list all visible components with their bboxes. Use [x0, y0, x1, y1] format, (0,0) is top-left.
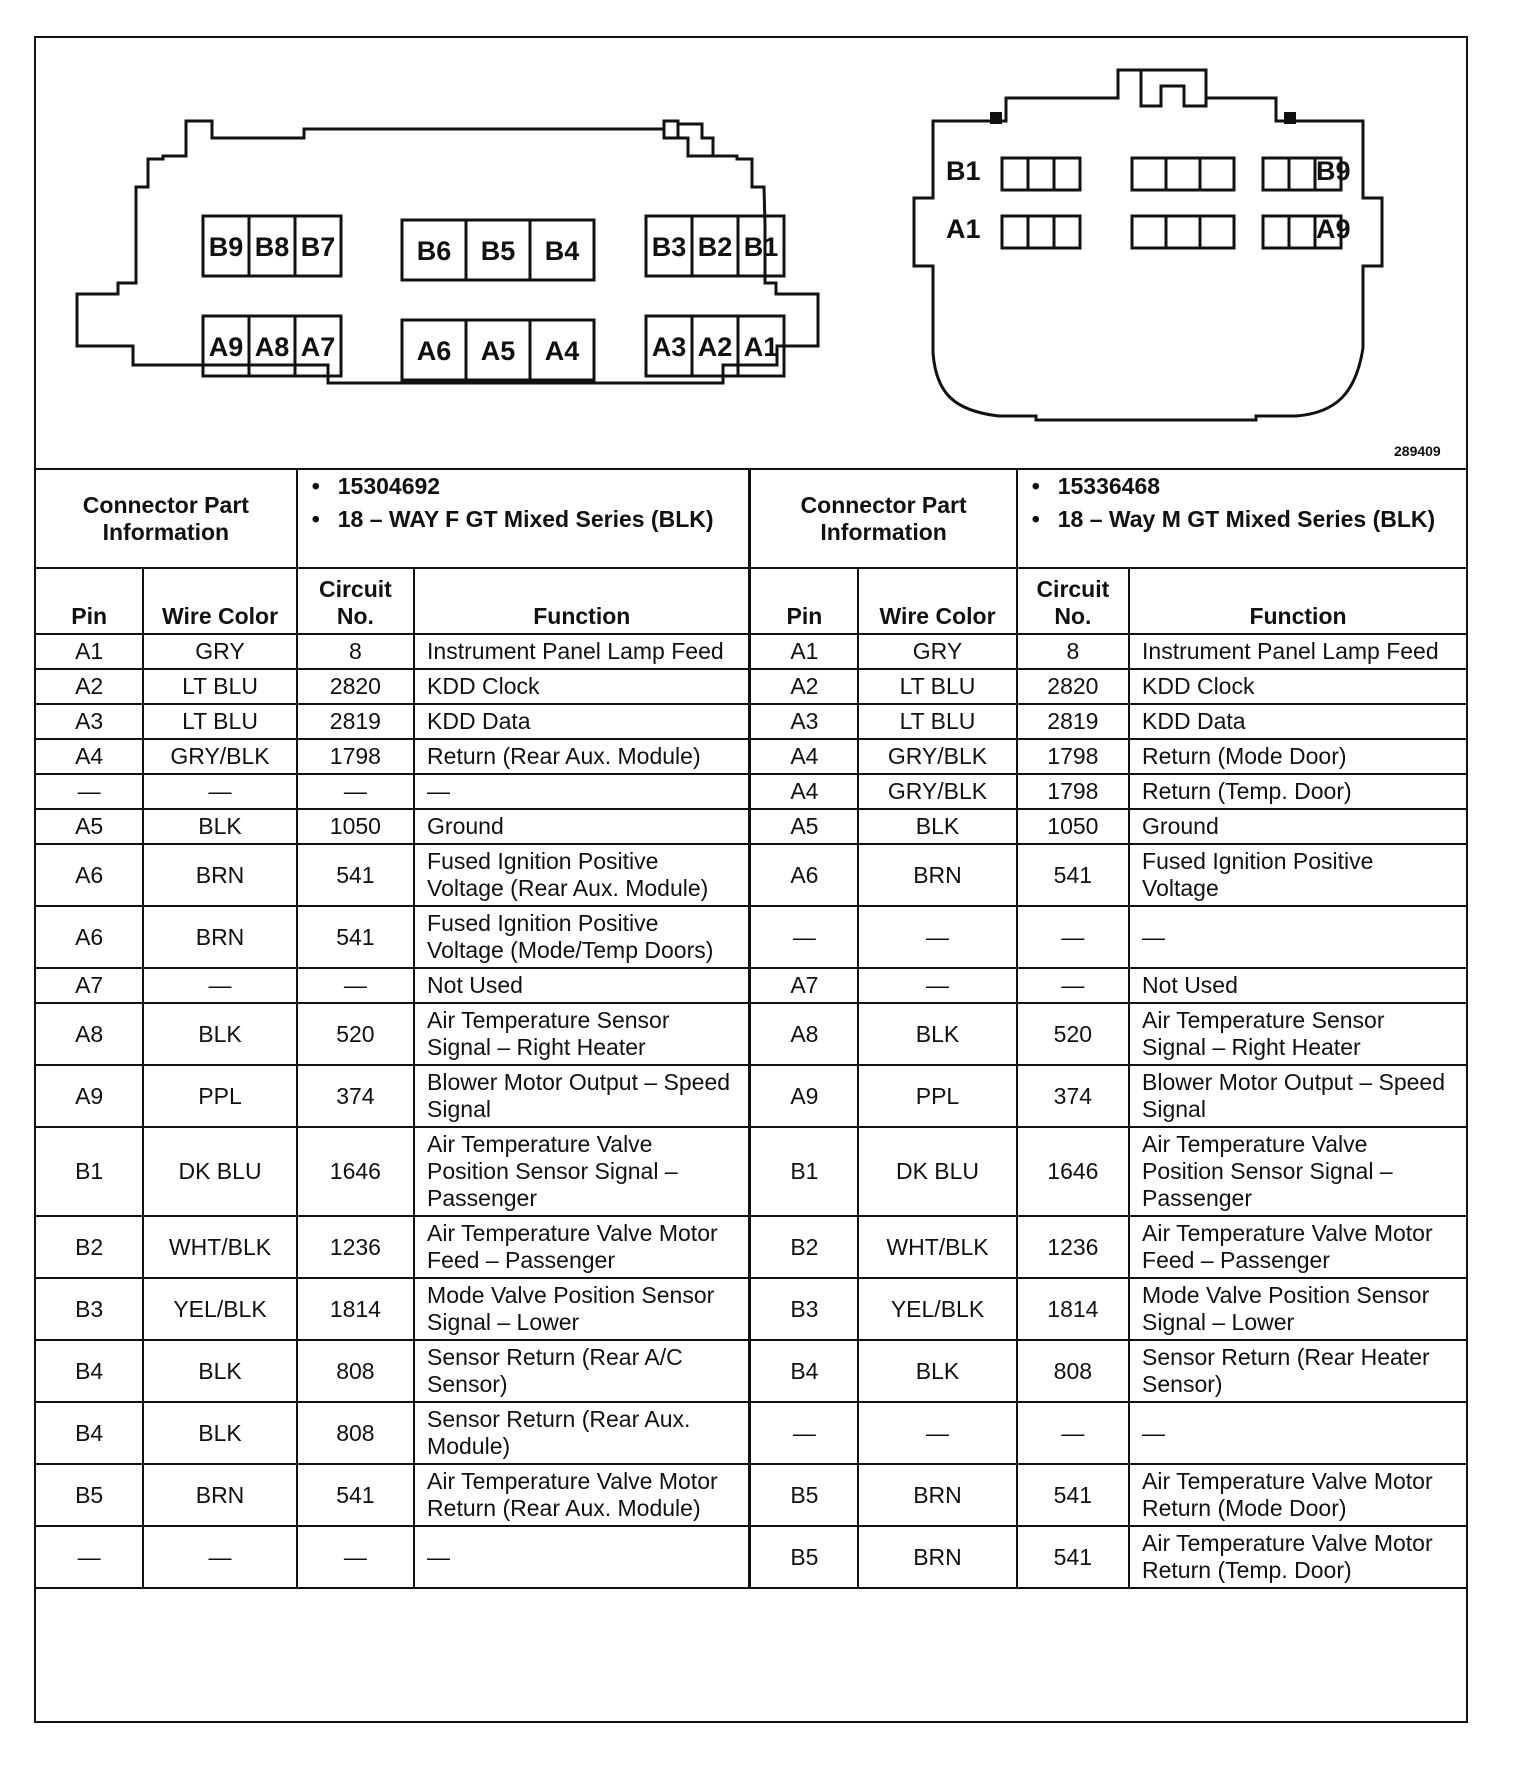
right-pin-cell: A6 — [750, 844, 858, 906]
right-pin-cell: — — [750, 1402, 858, 1464]
pinout-rows — [35, 634, 1467, 1588]
table-row — [35, 809, 1467, 844]
left-circuit-cell: 8 — [297, 634, 414, 669]
left-function-cell: Blower Motor Output – Speed Signal — [414, 1065, 750, 1127]
right-function-cell: Return (Temp. Door) — [1129, 774, 1467, 809]
table-row — [35, 844, 1467, 906]
header-right-function: Function — [1129, 568, 1467, 634]
left-wire-color-cell: BRN — [143, 1464, 296, 1526]
connector-info-row — [35, 469, 1467, 568]
left-pin-cell: B4 — [35, 1340, 143, 1402]
table-row — [35, 968, 1467, 1003]
left-circuit-cell: — — [297, 774, 414, 809]
header-left-circuit: Circuit No. — [297, 568, 414, 634]
left-circuit-cell: 1050 — [297, 809, 414, 844]
left-wire-color-cell: BRN — [143, 844, 296, 906]
left-function-cell: Sensor Return (Rear Aux. Module) — [414, 1402, 750, 1464]
right-pin-cell: A1 — [750, 634, 858, 669]
male-label-a9: A9 — [1316, 214, 1351, 244]
left-circuit-cell: — — [297, 1526, 414, 1588]
right-wire-color-cell: — — [858, 1402, 1016, 1464]
male-cavity — [1028, 158, 1054, 190]
male-connector-outline — [914, 70, 1382, 420]
male-cavity — [1289, 158, 1315, 190]
right-function-cell: Instrument Panel Lamp Feed — [1129, 634, 1467, 669]
right-function-cell: Mode Valve Position Sensor Signal – Lower — [1129, 1278, 1467, 1340]
left-wire-color-cell: BLK — [143, 809, 296, 844]
female-pin-b7-label: B7 — [300, 232, 336, 262]
connector-drawings — [36, 38, 1466, 468]
right-function-cell: Air Temperature Valve Position Sensor Signal – Passenger — [1129, 1127, 1467, 1216]
male-cavity — [1054, 158, 1080, 190]
right-pin-cell: B5 — [750, 1526, 858, 1588]
right-wire-color-cell: GRY — [858, 634, 1016, 669]
left-pin-cell: A2 — [35, 669, 143, 704]
right-circuit-cell: 1798 — [1017, 739, 1129, 774]
male-cavity — [1200, 158, 1234, 190]
male-cavity — [1132, 158, 1166, 190]
right-info-label: Connector Part Information — [750, 469, 1017, 568]
table-row — [35, 1065, 1467, 1127]
right-pin-cell: B4 — [750, 1340, 858, 1402]
right-function-cell: Air Temperature Valve Motor Return (Mode Door) — [1129, 1464, 1467, 1526]
left-circuit-cell: 808 — [297, 1402, 414, 1464]
right-circuit-cell: 1814 — [1017, 1278, 1129, 1340]
female-pin-a7-label: A7 — [300, 332, 336, 362]
left-wire-color-cell: — — [143, 1526, 296, 1588]
female-pin-a5-label: A5 — [480, 336, 516, 366]
left-function-cell: Ground — [414, 809, 750, 844]
male-cavity — [1028, 216, 1054, 248]
female-pin-grid — [203, 216, 784, 380]
left-circuit-cell: 1236 — [297, 1216, 414, 1278]
right-wire-color-cell: — — [858, 968, 1016, 1003]
male-cavity — [1289, 216, 1315, 248]
table-row — [35, 1003, 1467, 1065]
left-function-cell: — — [414, 774, 750, 809]
table-row — [35, 774, 1467, 809]
female-pin-a2-label: A2 — [697, 332, 733, 362]
right-pin-cell: A4 — [750, 774, 858, 809]
left-info-part-number: • 15304692 — [311, 473, 441, 499]
figure-number: 289409 — [1394, 443, 1441, 459]
male-cavity — [1263, 216, 1289, 248]
male-key-right — [1284, 112, 1296, 124]
table-row — [35, 669, 1467, 704]
left-function-cell: Mode Valve Position Sensor Signal – Lower — [414, 1278, 750, 1340]
header-right-pin: Pin — [750, 568, 858, 634]
right-function-cell: — — [1129, 1402, 1467, 1464]
male-cavity — [1002, 216, 1028, 248]
header-right-circuit: Circuit No. — [1017, 568, 1129, 634]
female-pin-a8-label: A8 — [254, 332, 290, 362]
right-circuit-cell: 2819 — [1017, 704, 1129, 739]
left-wire-color-cell: YEL/BLK — [143, 1278, 296, 1340]
right-wire-color-cell: LT BLU — [858, 704, 1016, 739]
male-cavity — [1166, 158, 1200, 190]
right-function-cell: Air Temperature Valve Motor Feed – Passenger — [1129, 1216, 1467, 1278]
left-pin-cell: A4 — [35, 739, 143, 774]
header-left-pin: Pin — [35, 568, 143, 634]
left-wire-color-cell: WHT/BLK — [143, 1216, 296, 1278]
left-function-cell: Fused Ignition Positive Voltage (Rear Aux. Module) — [414, 844, 750, 906]
female-pin-a3-label: A3 — [651, 332, 687, 362]
left-function-cell: Air Temperature Sensor Signal – Right Heater — [414, 1003, 750, 1065]
left-circuit-cell: 520 — [297, 1003, 414, 1065]
male-label-b9: B9 — [1316, 156, 1351, 186]
pinout-table — [34, 468, 1468, 1589]
female-pin-b6-label: B6 — [416, 236, 452, 266]
right-circuit-cell: 541 — [1017, 844, 1129, 906]
right-pin-cell: B3 — [750, 1278, 858, 1340]
left-wire-color-cell: DK BLU — [143, 1127, 296, 1216]
left-info-list — [297, 469, 750, 568]
left-circuit-cell: 541 — [297, 844, 414, 906]
right-pin-cell: A4 — [750, 739, 858, 774]
right-wire-color-cell: BRN — [858, 844, 1016, 906]
left-function-cell: Sensor Return (Rear A/C Sensor) — [414, 1340, 750, 1402]
male-cavity — [1263, 158, 1289, 190]
left-info-description: • 18 – WAY F GT Mixed Series (BLK) — [311, 506, 714, 532]
right-pin-cell: A5 — [750, 809, 858, 844]
connector-sheet — [34, 36, 1468, 1723]
right-circuit-cell: 541 — [1017, 1526, 1129, 1588]
left-pin-cell: B2 — [35, 1216, 143, 1278]
header-left-wire-color: Wire Color — [143, 568, 296, 634]
left-circuit-cell: 2819 — [297, 704, 414, 739]
female-pin-b4-label: B4 — [544, 236, 580, 266]
table-row — [35, 1278, 1467, 1340]
right-pin-cell: A9 — [750, 1065, 858, 1127]
right-circuit-cell: 1646 — [1017, 1127, 1129, 1216]
left-wire-color-cell: GRY — [143, 634, 296, 669]
right-function-cell: Sensor Return (Rear Heater Sensor) — [1129, 1340, 1467, 1402]
table-row — [35, 1127, 1467, 1216]
male-cavity-grid — [1002, 158, 1341, 248]
right-pin-cell: A8 — [750, 1003, 858, 1065]
table-row — [35, 634, 1467, 669]
left-circuit-cell: 1814 — [297, 1278, 414, 1340]
right-wire-color-cell: — — [858, 906, 1016, 968]
right-circuit-cell: 1798 — [1017, 774, 1129, 809]
right-wire-color-cell: PPL — [858, 1065, 1016, 1127]
left-circuit-cell: 374 — [297, 1065, 414, 1127]
table-row — [35, 1402, 1467, 1464]
right-function-cell: KDD Data — [1129, 704, 1467, 739]
right-function-cell: Air Temperature Sensor Signal – Right Heater — [1129, 1003, 1467, 1065]
right-circuit-cell: 808 — [1017, 1340, 1129, 1402]
table-row — [35, 1340, 1467, 1402]
right-info-description: • 18 – Way M GT Mixed Series (BLK) — [1031, 506, 1436, 532]
female-pin-a1-label: A1 — [743, 332, 779, 362]
left-pin-cell: A6 — [35, 906, 143, 968]
left-pin-cell: A7 — [35, 968, 143, 1003]
male-cavity — [1002, 158, 1028, 190]
right-wire-color-cell: BLK — [858, 809, 1016, 844]
left-wire-color-cell: BLK — [143, 1003, 296, 1065]
table-row — [35, 1526, 1467, 1588]
right-pin-cell: — — [750, 906, 858, 968]
left-wire-color-cell: LT BLU — [143, 669, 296, 704]
table-row — [35, 739, 1467, 774]
right-circuit-cell: — — [1017, 906, 1129, 968]
female-pin-b8-label: B8 — [254, 232, 290, 262]
table-row — [35, 1464, 1467, 1526]
male-label-b1: B1 — [946, 156, 981, 186]
left-pin-cell: — — [35, 774, 143, 809]
left-circuit-cell: 541 — [297, 906, 414, 968]
right-circuit-cell: — — [1017, 1402, 1129, 1464]
female-pin-a4-label: A4 — [544, 336, 580, 366]
female-pin-b2-label: B2 — [697, 232, 733, 262]
left-function-cell: Air Temperature Valve Motor Feed – Passenger — [414, 1216, 750, 1278]
left-pin-cell: A1 — [35, 634, 143, 669]
right-wire-color-cell: GRY/BLK — [858, 774, 1016, 809]
left-wire-color-cell: PPL — [143, 1065, 296, 1127]
left-pin-cell: B4 — [35, 1402, 143, 1464]
left-function-cell: KDD Data — [414, 704, 750, 739]
left-info-label: Connector Part Information — [35, 469, 297, 568]
male-cavity — [1166, 216, 1200, 248]
left-function-cell: KDD Clock — [414, 669, 750, 704]
right-circuit-cell: 374 — [1017, 1065, 1129, 1127]
right-info-part-number: • 15336468 — [1031, 473, 1161, 499]
male-label-a1: A1 — [946, 214, 981, 244]
left-circuit-cell: 1798 — [297, 739, 414, 774]
left-pin-cell: A9 — [35, 1065, 143, 1127]
right-pin-cell: B1 — [750, 1127, 858, 1216]
header-right-wire-color: Wire Color — [858, 568, 1016, 634]
left-wire-color-cell: GRY/BLK — [143, 739, 296, 774]
female-pin-b1-label: B1 — [743, 232, 779, 262]
right-pin-cell: A7 — [750, 968, 858, 1003]
left-wire-color-cell: LT BLU — [143, 704, 296, 739]
right-circuit-cell: 541 — [1017, 1464, 1129, 1526]
male-key-left — [990, 112, 1002, 124]
male-cavity — [1054, 216, 1080, 248]
left-function-cell: — — [414, 1526, 750, 1588]
right-pin-cell: B5 — [750, 1464, 858, 1526]
right-circuit-cell: 2820 — [1017, 669, 1129, 704]
right-function-cell: Fused Ignition Positive Voltage — [1129, 844, 1467, 906]
female-pin-b5-label: B5 — [480, 236, 516, 266]
right-pin-cell: A2 — [750, 669, 858, 704]
right-function-cell: — — [1129, 906, 1467, 968]
female-pin-a6-label: A6 — [416, 336, 452, 366]
right-wire-color-cell: BLK — [858, 1003, 1016, 1065]
right-function-cell: Blower Motor Output – Speed Signal — [1129, 1065, 1467, 1127]
right-wire-color-cell: BRN — [858, 1526, 1016, 1588]
right-function-cell: Return (Mode Door) — [1129, 739, 1467, 774]
left-circuit-cell: 1646 — [297, 1127, 414, 1216]
table-row — [35, 704, 1467, 739]
female-pin-b9-label: B9 — [208, 232, 244, 262]
right-pin-cell: B2 — [750, 1216, 858, 1278]
left-circuit-cell: — — [297, 968, 414, 1003]
left-circuit-cell: 2820 — [297, 669, 414, 704]
right-function-cell: Air Temperature Valve Motor Return (Temp. Door) — [1129, 1526, 1467, 1588]
male-connector-latch — [1141, 70, 1206, 106]
left-function-cell: Instrument Panel Lamp Feed — [414, 634, 750, 669]
left-pin-cell: A8 — [35, 1003, 143, 1065]
male-cavity — [1132, 216, 1166, 248]
left-wire-color-cell: BRN — [143, 906, 296, 968]
right-wire-color-cell: WHT/BLK — [858, 1216, 1016, 1278]
left-circuit-cell: 541 — [297, 1464, 414, 1526]
right-wire-color-cell: GRY/BLK — [858, 739, 1016, 774]
right-circuit-cell: 8 — [1017, 634, 1129, 669]
left-function-cell: Not Used — [414, 968, 750, 1003]
left-pin-cell: A5 — [35, 809, 143, 844]
table-row — [35, 906, 1467, 968]
left-pin-cell: — — [35, 1526, 143, 1588]
connector-diagram — [36, 38, 1466, 468]
right-function-cell: Not Used — [1129, 968, 1467, 1003]
left-wire-color-cell: — — [143, 774, 296, 809]
right-circuit-cell: — — [1017, 968, 1129, 1003]
right-circuit-cell: 520 — [1017, 1003, 1129, 1065]
right-wire-color-cell: LT BLU — [858, 669, 1016, 704]
left-pin-cell: B1 — [35, 1127, 143, 1216]
right-circuit-cell: 1236 — [1017, 1216, 1129, 1278]
right-info-list — [1017, 469, 1467, 568]
column-header-row — [35, 568, 1467, 634]
left-function-cell: Return (Rear Aux. Module) — [414, 739, 750, 774]
left-function-cell: Fused Ignition Positive Voltage (Mode/Temp Doors) — [414, 906, 750, 968]
table-row — [35, 1216, 1467, 1278]
left-function-cell: Air Temperature Valve Position Sensor Signal – Passenger — [414, 1127, 750, 1216]
right-function-cell: Ground — [1129, 809, 1467, 844]
right-pin-cell: A3 — [750, 704, 858, 739]
header-left-function: Function — [414, 568, 750, 634]
right-wire-color-cell: DK BLU — [858, 1127, 1016, 1216]
left-pin-cell: A3 — [35, 704, 143, 739]
right-wire-color-cell: YEL/BLK — [858, 1278, 1016, 1340]
left-circuit-cell: 808 — [297, 1340, 414, 1402]
left-pin-cell: A6 — [35, 844, 143, 906]
right-circuit-cell: 1050 — [1017, 809, 1129, 844]
left-function-cell: Air Temperature Valve Motor Return (Rear Aux. Module) — [414, 1464, 750, 1526]
female-pin-a9-label: A9 — [208, 332, 244, 362]
left-wire-color-cell: — — [143, 968, 296, 1003]
left-wire-color-cell: BLK — [143, 1340, 296, 1402]
male-cavity — [1200, 216, 1234, 248]
right-function-cell: KDD Clock — [1129, 669, 1467, 704]
left-pin-cell: B3 — [35, 1278, 143, 1340]
left-wire-color-cell: BLK — [143, 1402, 296, 1464]
right-wire-color-cell: BRN — [858, 1464, 1016, 1526]
female-pin-b3-label: B3 — [651, 232, 687, 262]
right-wire-color-cell: BLK — [858, 1340, 1016, 1402]
left-pin-cell: B5 — [35, 1464, 143, 1526]
